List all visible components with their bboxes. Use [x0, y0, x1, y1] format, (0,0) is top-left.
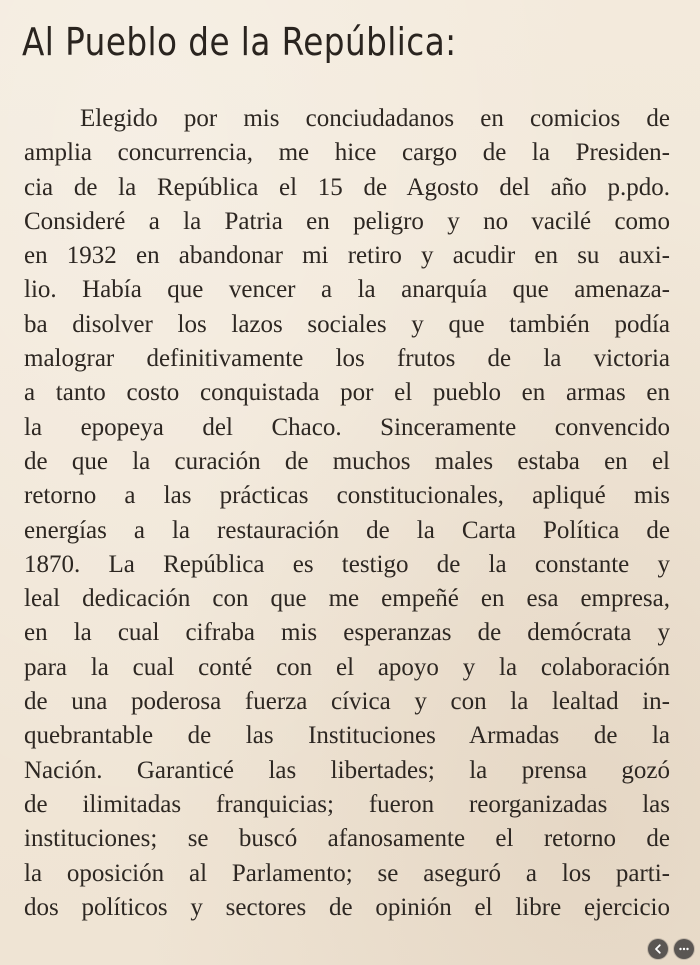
viewer-controls [648, 939, 694, 959]
text-line: leal dedicación con que me empeñé en esa empresa, [24, 585, 670, 613]
text-line: Nación. Garanticé las libertades; la prensa gozó [24, 756, 670, 784]
text-line: quebrantable de las Instituciones Armadas de la [24, 722, 670, 750]
text-line: cia de la República el 15 de Agosto del año p.pdo. [24, 173, 670, 201]
more-button[interactable] [674, 939, 694, 959]
body-text [24, 102, 670, 925]
text-line: 1870. La República es testigo de la constante y [24, 550, 670, 578]
text-line: amplia concurrencia, me hice cargo de la Presiden- [24, 139, 670, 167]
text-line: en la cual cifraba mis esperanzas de demócrata y [24, 619, 670, 647]
text-line: para la cual conté con el apoyo y la colaboración [24, 653, 670, 681]
text-line: lio. Había que vencer a la anarquía que amenaza- [24, 276, 670, 304]
text-line: Elegido por mis conciudadanos en comicios de [80, 105, 670, 132]
prev-page-button[interactable] [648, 939, 668, 959]
text-line: dos políticos y sectores de opinión el libre ejercicio [24, 893, 670, 921]
text-line: Consideré a la Patria en peligro y no vacilé como [24, 207, 670, 235]
text-line: en 1932 en abandonar mi retiro y acudir en su auxi- [24, 242, 670, 270]
text-line: energías a la restauración de la Carta Política de [24, 516, 670, 544]
text-line: la oposición al Parlamento; se aseguró a los parti- [24, 859, 670, 887]
text-line: ba disolver los lazos sociales y que también podía [24, 310, 670, 338]
text-line: de ilimitadas franquicias; fueron reorganizadas las [24, 790, 670, 818]
page-title: Al Pueblo de la República: [22, 20, 457, 64]
more-icon [678, 943, 690, 955]
text-line: malograr definitivamente los frutos de la victoria [24, 345, 670, 373]
text-line: la epopeya del Chaco. Sinceramente convencido [24, 413, 670, 441]
text-line: de que la curación de muchos males estaba en el [24, 447, 670, 475]
text-line: instituciones; se buscó afanosamente el retorno de [24, 825, 670, 853]
text-line: de una poderosa fuerza cívica y con la lealtad in- [24, 688, 670, 716]
text-line: a tanto costo conquistada por el pueblo en armas en [24, 379, 670, 407]
text-line: retorno a las prácticas constitucionales, apliqué mis [24, 482, 670, 510]
chevron-left-icon [652, 943, 664, 955]
